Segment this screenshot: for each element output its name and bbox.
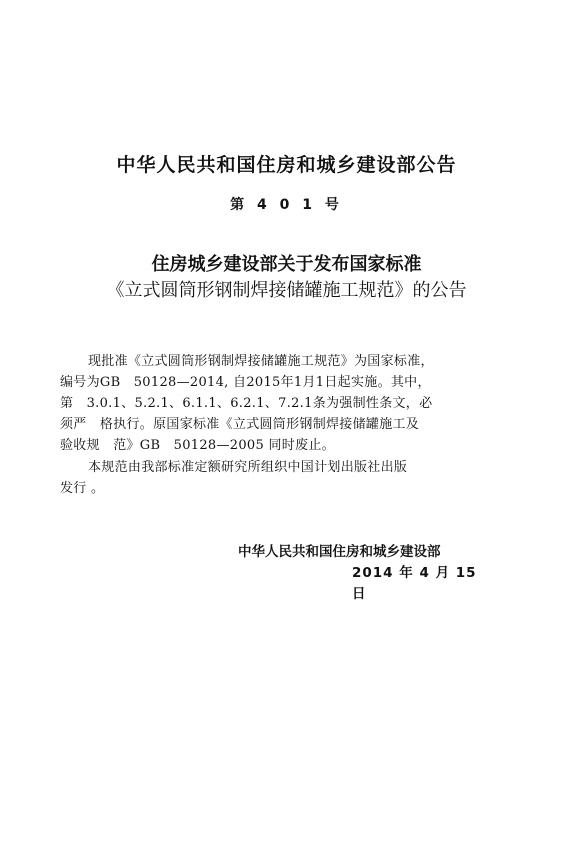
main-title: 中华人民共和国住房和城乡建设部公告: [116, 154, 457, 176]
body-line-7: 发行 。: [60, 481, 105, 496]
body-line-4: 须严 格执行。原国家标准《立式圆筒形钢制焊接储罐施工及: [60, 417, 420, 432]
announcement-number: 第 4 0 1 号: [230, 197, 343, 213]
body-line-2: 编号为GB 50128—2014, 自2015年1月1日起实施。其中，: [60, 375, 431, 390]
subtitle-line-1: 住房城乡建设部关于发布国家标准: [151, 254, 422, 275]
signature-date-line-1: 2014 年 4 月 15: [352, 565, 477, 581]
body-line-5: 验收规 范》GB 50128—2005 同时废止。: [60, 438, 336, 453]
body-line-6: 本规范由我部标准定额研究所组织中国计划出版社出版: [88, 460, 408, 475]
subtitle-line-2: 《立式圆筒形钢制焊接储罐施工规范》的公告: [106, 280, 467, 301]
signature-organization: 中华人民共和国住房和城乡建设部: [238, 544, 441, 560]
signature-date-line-2: 日: [352, 586, 366, 602]
body-line-3: 第 3.0.1、5.2.1、6.1.1、6.2.1、7.2.1条为强制性条文，必: [60, 396, 433, 411]
body-line-1: 现批准《立式圆筒形钢制焊接储罐施工规范》为国家标准，: [88, 354, 434, 369]
